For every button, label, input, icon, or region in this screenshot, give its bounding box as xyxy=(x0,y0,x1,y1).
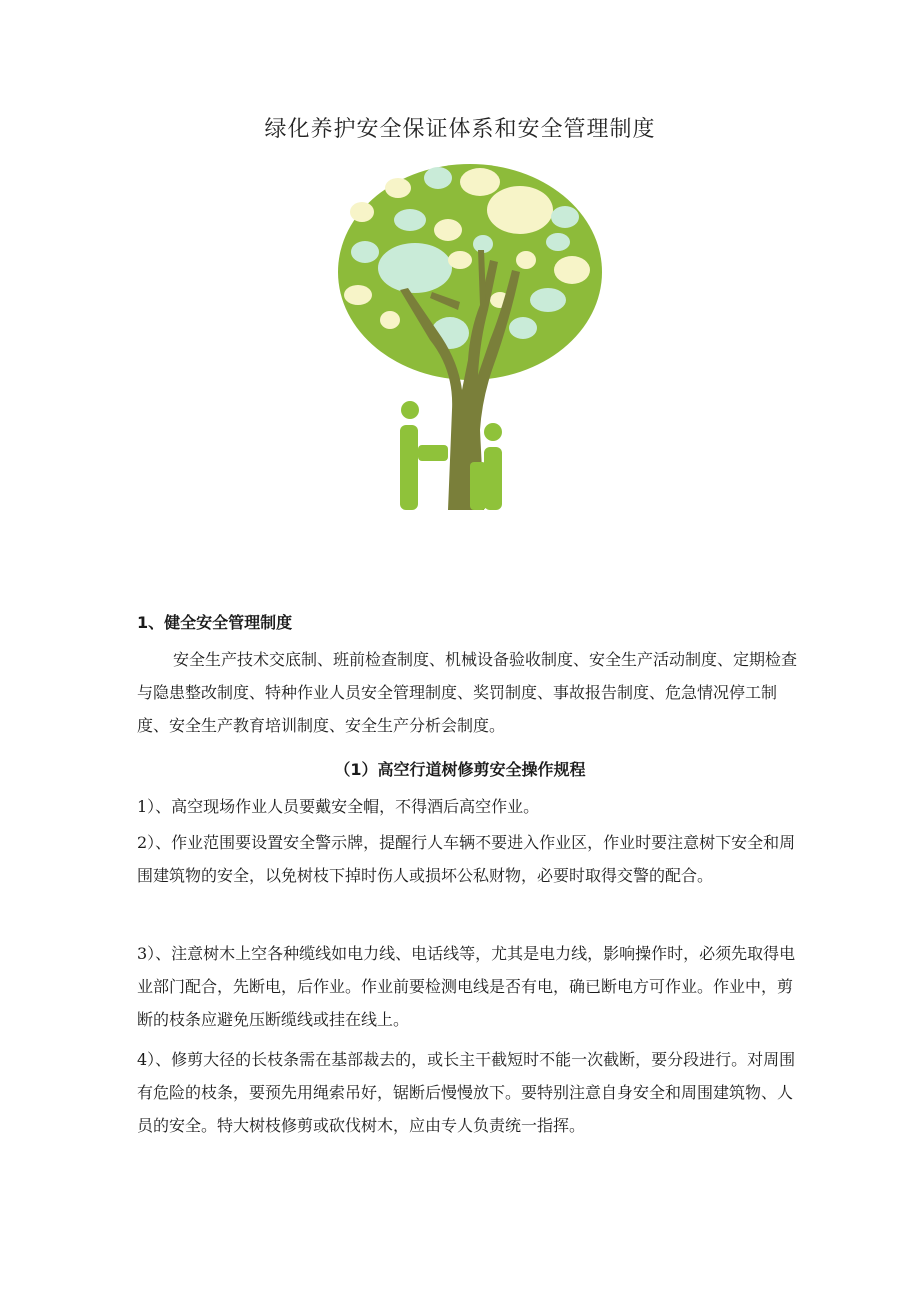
tree-logo-icon xyxy=(330,160,610,520)
list-item: 1）、高空现场作业人员要戴安全帽，不得酒后高空作业。 xyxy=(137,797,540,816)
section-heading: 1、健全安全管理制度 xyxy=(137,613,293,632)
list-item: 4）、修剪大径的长枝条需在基部裁去的，或长主干截短时不能一次截断，要分段进行。对周围有危险的枝条，要预先用绳索吊好，锯断后慢慢放下。要特别注意自身安全和周围建筑物、人员的安全。特大树枝修剪或砍伐树木，应由专人负责统一指挥。 xyxy=(137,1050,796,1135)
subsection-heading: （1）高空行道树修剪安全操作规程 xyxy=(334,760,586,779)
list-item: 3）、注意树木上空各种缆线如电力线、电话线等，尤其是电力线，影响操作时，必须先取得电业部门配合，先断电，后作业。作业前要检测电线是否有电，确已断电方可作业。作业中，剪断的枝条应避免压断缆线或挂在线上。 xyxy=(137,944,796,1029)
list-item: 2）、作业范围要设置安全警示牌，提醒行人车辆不要进入作业区，作业时要注意树下安全和周围建筑物的安全，以免树枝下掉时伤人或损坏公私财物，必要时取得交警的配合。 xyxy=(137,833,796,885)
document-title: 绿化养护安全保证体系和安全管理制度 xyxy=(264,117,656,142)
section-paragraph: 安全生产技术交底制、班前检查制度、机械设备验收制度、安全生产活动制度、定期检查与隐患整改制度、特种作业人员安全管理制度、奖罚制度、事故报告制度、危急情况停工制度、安全生产教育培训制度、安全生产分析会制度。 xyxy=(137,650,798,735)
tree-with-people-icon xyxy=(330,160,610,520)
